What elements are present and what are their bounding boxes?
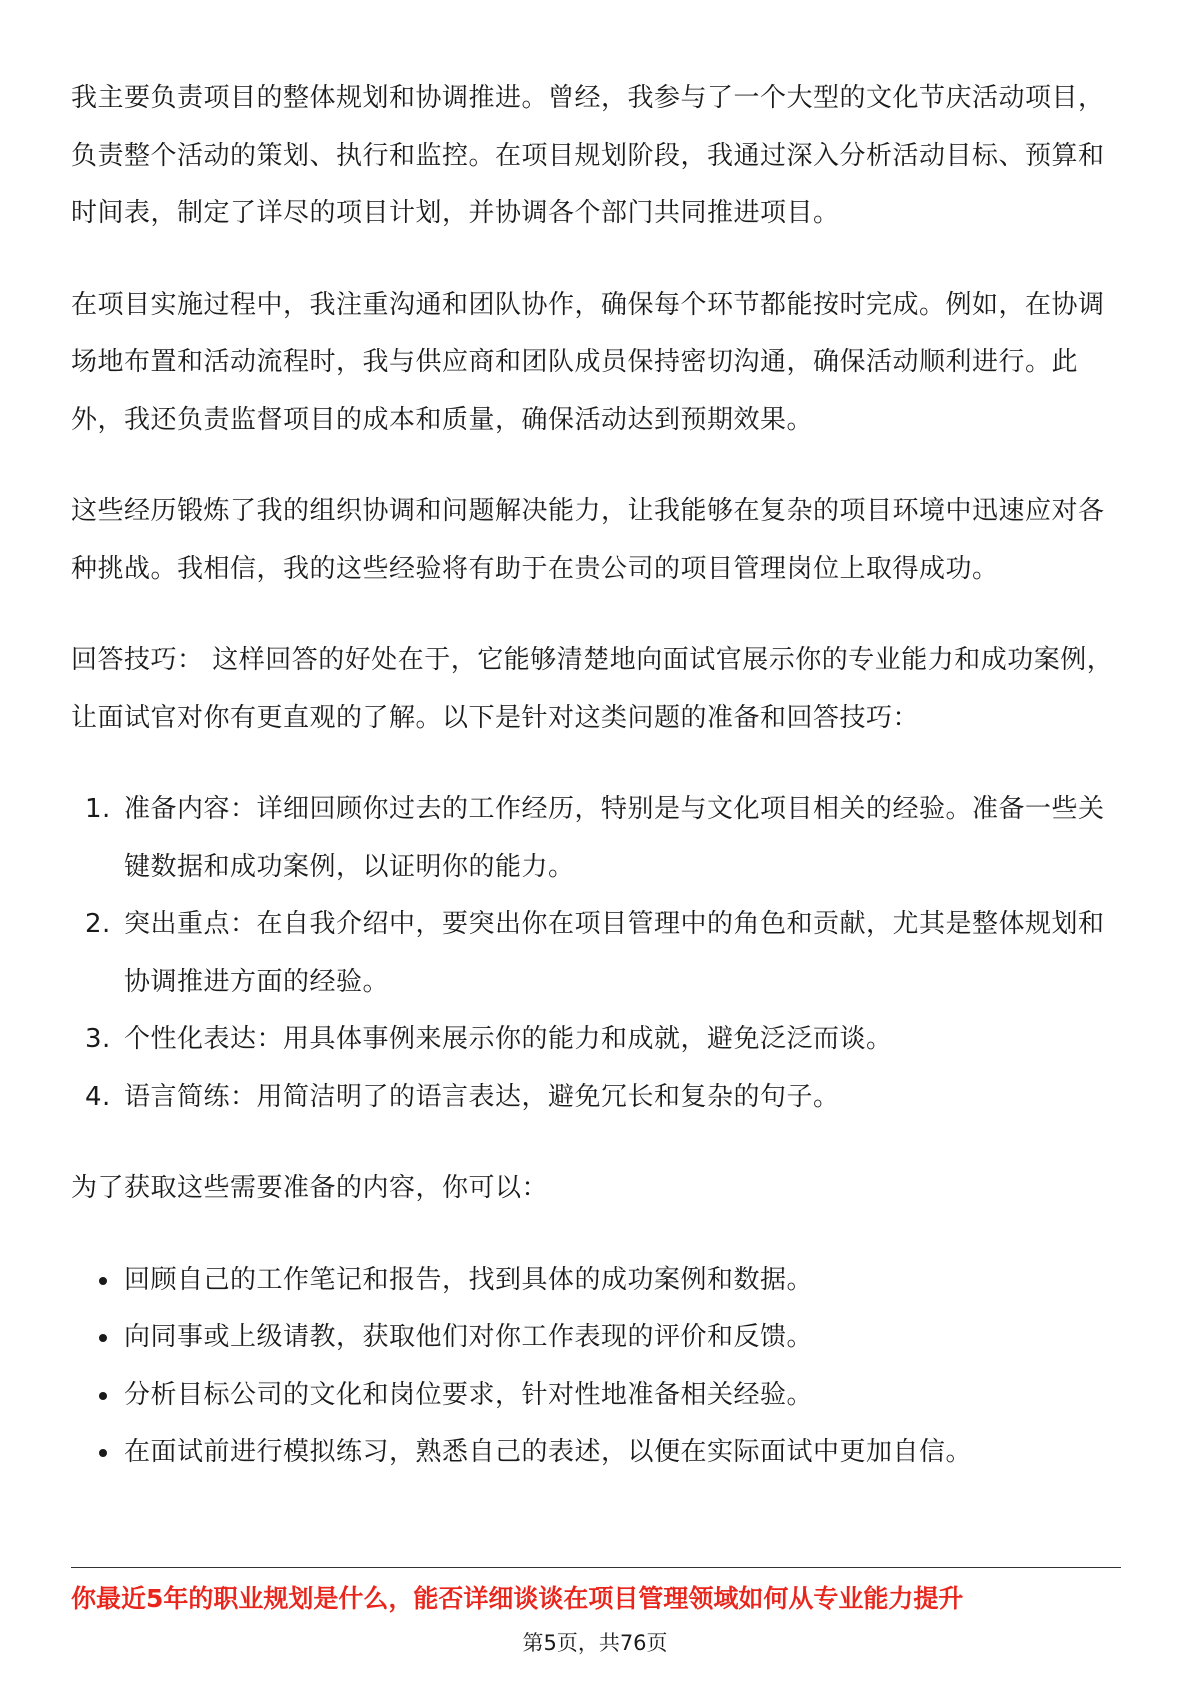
list-item-text: 突出重点：在自我介绍中，要突出你在项目管理中的角色和贡献，尤其是整体规划和协调推进方面的经验。 <box>124 909 1105 997</box>
list-item <box>71 1069 1121 1127</box>
bullet-item-text: 在面试前进行模拟练习，熟悉自己的表述，以便在实际面试中更加自信。 <box>124 1437 973 1467</box>
next-question-link: 你最近5年的职业规划是什么，能否详细谈谈在项目管理领域如何从专业能力提升 <box>71 1584 964 1613</box>
list-item-number: 4. <box>85 1081 111 1112</box>
bullet-item <box>71 1309 1121 1367</box>
answer-tips-paragraph <box>71 632 1121 747</box>
preparation-intro: 为了获取这些需要准备的内容，你可以： <box>71 1173 549 1203</box>
page-number: 第5页，共76页 <box>522 1631 668 1655</box>
footer-divider <box>71 1567 1121 1568</box>
paragraph-2: 在项目实施过程中，我注重沟通和团队协作，确保每个环节都能按时完成。例如，在协调场地布置和活动流程时，我与供应商和团队成员保持密切沟通，确保活动顺利进行。此外，我还负责监督项目的成本和质量，确保活动达到预期效果。 <box>71 289 1105 435</box>
bullet-item <box>71 1252 1121 1310</box>
bullet-dot-icon <box>99 1392 107 1400</box>
list-item <box>71 896 1121 1011</box>
list-item-text: 语言简练：用简洁明了的语言表达，避免冗长和复杂的句子。 <box>124 1081 840 1112</box>
list-item-text: 准备内容：详细回顾你过去的工作经历，特别是与文化项目相关的经验。准备一些关键数据和成功案例，以证明你的能力。 <box>124 794 1105 882</box>
list-item-number: 3. <box>85 1024 111 1054</box>
main-content <box>71 70 1121 1482</box>
bullet-dot-icon <box>99 1449 107 1457</box>
bullet-dot-icon <box>99 1277 107 1285</box>
bullet-item <box>71 1424 1121 1482</box>
answer-tips-label: 回答技巧： <box>71 645 204 675</box>
bullet-item-text: 向同事或上级请教，获取他们对你工作表现的评价和反馈。 <box>124 1322 814 1352</box>
preparation-bullet-list <box>71 1252 1121 1482</box>
bullet-item-text: 分析目标公司的文化和岗位要求，针对性地准备相关经验。 <box>124 1379 814 1410</box>
list-item-text: 个性化表达：用具体事例来展示你的能力和成就，避免泛泛而谈。 <box>124 1024 893 1054</box>
answer-tips-text: 这样回答的好处在于，它能够清楚地向面试官展示你的专业能力和成功案例，让面试官对你有更直观的了解。以下是针对这类问题的准备和回答技巧： <box>71 645 1114 733</box>
paragraph-3: 这些经历锻炼了我的组织协调和问题解决能力，让我能够在复杂的项目环境中迅速应对各种挑战。我相信，我的这些经验将有助于在贵公司的项目管理岗位上取得成功。 <box>71 496 1105 584</box>
paragraph-1: 我主要负责项目的整体规划和协调推进。曾经，我参与了一个大型的文化节庆活动项目，负责整个活动的策划、执行和监控。在项目规划阶段，我通过深入分析活动目标、预算和时间表，制定了详尽的项目计划，并协调各个部门共同推进项目。 <box>71 83 1105 228</box>
bullet-item-text: 回顾自己的工作笔记和报告，找到具体的成功案例和数据。 <box>124 1264 814 1295</box>
tips-numbered-list <box>71 781 1121 1126</box>
list-item <box>71 781 1121 896</box>
list-item-number: 1. <box>85 794 111 824</box>
list-item <box>71 1011 1121 1069</box>
list-item-number: 2. <box>85 909 111 939</box>
bullet-item <box>71 1367 1121 1425</box>
bullet-dot-icon <box>99 1334 107 1342</box>
